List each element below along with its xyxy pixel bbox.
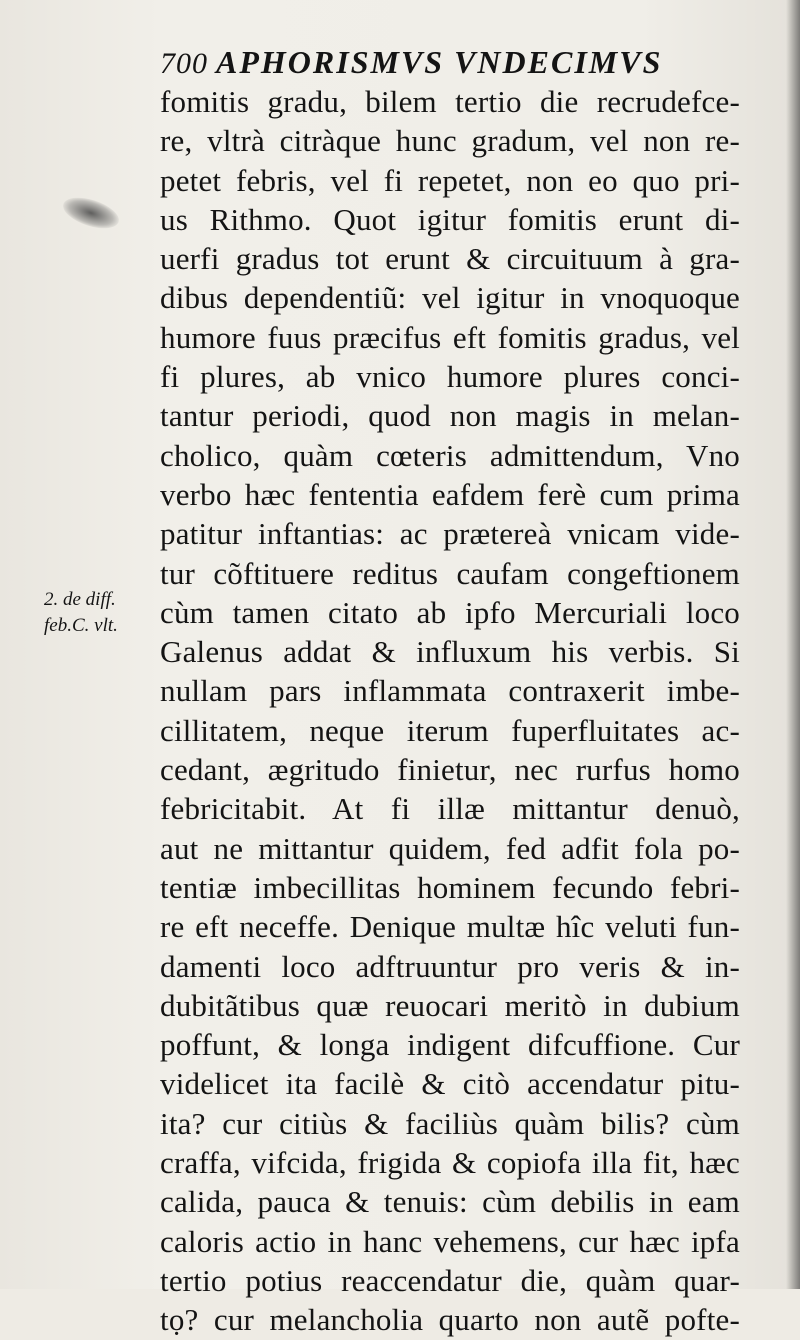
text-line: tertio potius reaccendatur die, quàm quar- — [160, 1262, 740, 1298]
text-line: re, vltrà citràque hunc gradum, vel non re- — [160, 123, 740, 159]
text-line: tentiæ imbecillitas hominem fecundo febri- — [160, 869, 740, 905]
text-line: damenti loco adftruuntur pro veris & in- — [160, 948, 740, 984]
text-line: petet febris, vel fi repetet, non eo quo pri- — [160, 162, 740, 198]
text-line: craffa, vifcida, frigida & copiofa illa fit, hæc — [160, 1145, 740, 1181]
text-line: re eft neceffe. Denique multæ hîc veluti fun- — [160, 909, 740, 945]
text-line: tur cõftituere reditus caufam congeftionem — [160, 555, 740, 591]
text-line: uerfi gradus tot erunt & circuituum à gra- — [160, 241, 740, 277]
text-line: fi plures, ab vnico humore plures conci- — [160, 359, 740, 395]
text-line: humore fuus præcifus eft fomitis gradus, vel — [160, 319, 740, 355]
text-line: caloris actio in hanc vehemens, cur hæc ipfa — [160, 1223, 740, 1259]
text-line: cillitatem, neque iterum fuperfluitates ac- — [160, 712, 740, 748]
text-line: dubitãtibus quæ reuocari meritò in dubium — [160, 987, 740, 1023]
marginal-citation — [44, 587, 154, 639]
page-edge-shadow — [786, 0, 800, 1289]
text-line: aut ne mittantur quidem, fed adfit fola po- — [160, 830, 740, 866]
text-line: poffunt, & longa indigent difcuffione. Cur — [160, 1027, 740, 1063]
ink-smudge — [59, 192, 122, 235]
text-line: cùm tamen citato ab ipfo Mercuriali loco — [160, 594, 740, 630]
text-line: dibus dependentiũ: vel igitur in vnoquoque — [160, 280, 740, 316]
text-line: calida, pauca & tenuis: cùm debilis in eam — [160, 1184, 740, 1220]
text-line: nullam pars inflammata contraxerit imbe- — [160, 673, 740, 709]
text-line: cholico, quàm cœteris admittendum, Vno — [160, 437, 740, 473]
page-number: 700 — [160, 47, 208, 80]
text-line: febricitabit. At fi illæ mittantur denuò, — [160, 791, 740, 827]
text-line: videlicet ita facilè & citò accendatur pitu- — [160, 1066, 740, 1102]
text-line: Galenus addat & influxum his verbis. Si — [160, 634, 740, 670]
text-line: cedant, ægritudo finietur, nec rurfus homo — [160, 752, 740, 788]
text-line: ita? cur citiùs & faciliùs quàm bilis? cùm — [160, 1105, 740, 1141]
margin-note-line: feb.C. vlt. — [44, 615, 118, 636]
text-line: us Rithmo. Quot igitur fomitis erunt di- — [160, 201, 740, 237]
text-line: verbo hæc fententia eafdem ferè cum prima — [160, 476, 740, 512]
text-line: tantur periodi, quod non magis in melan- — [160, 398, 740, 434]
body-text — [160, 82, 740, 1340]
text-line: fomitis gradu, bilem tertio die recrudefce- — [160, 84, 740, 119]
margin-note-line: 2. de diff. — [44, 589, 116, 610]
text-line: tọ? cur melancholia quarto non autẽ pofte- — [160, 1302, 740, 1338]
running-title: APHORISMVS VNDECIMVS — [216, 44, 663, 80]
text-line: patitur inftantias: ac prætereà vnicam vide- — [160, 516, 740, 552]
page-header — [160, 44, 760, 84]
